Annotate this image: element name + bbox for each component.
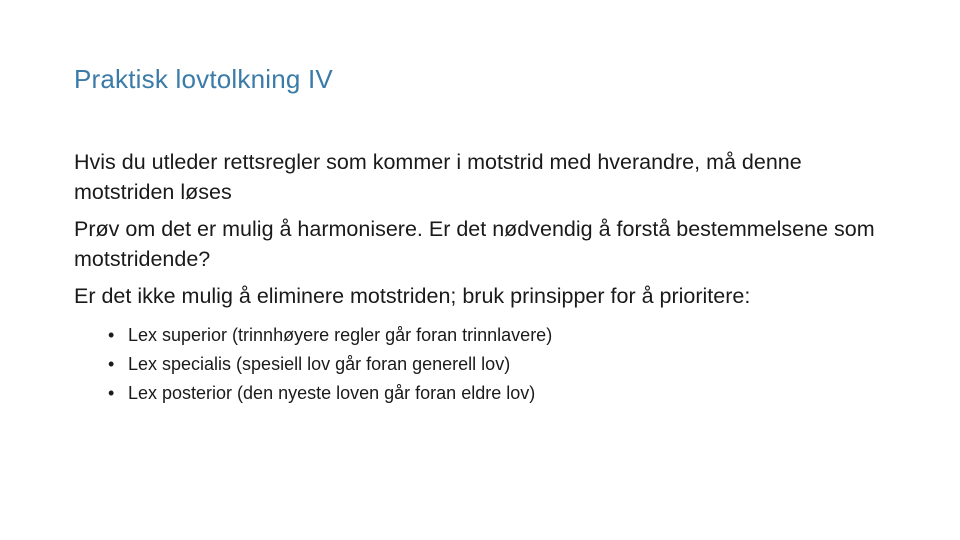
slide-body <box>74 147 894 408</box>
principles-list <box>74 321 894 408</box>
slide-title: Praktisk lovtolkning IV <box>74 64 333 94</box>
list-item-text: Lex posterior (den nyeste loven går foran eldre lov) <box>128 383 536 403</box>
bullet-icon: • <box>108 325 115 345</box>
list-item-text: Lex superior (trinnhøyere regler går foran trinnlavere) <box>128 325 553 345</box>
list-item-text: Lex specialis (spesiell lov går foran generell lov) <box>128 354 511 374</box>
list-item-lex-posterior <box>108 379 894 408</box>
bullet-icon: • <box>108 354 115 374</box>
list-item-lex-specialis <box>108 350 894 379</box>
list-item-lex-superior <box>108 321 894 350</box>
paragraph-conflict: Hvis du utleder rettsregler som kommer i motstrid med hverandre, må denne motstriden løses <box>74 150 802 204</box>
bullet-icon: • <box>108 383 115 403</box>
paragraph-prioritize: Er det ikke mulig å eliminere motstriden; bruk prinsipper for å prioritere: <box>74 284 751 308</box>
paragraph-harmonize: Prøv om det er mulig å harmonisere. Er det nødvendig å forstå bestemmelsene som motstridende? <box>74 217 875 271</box>
